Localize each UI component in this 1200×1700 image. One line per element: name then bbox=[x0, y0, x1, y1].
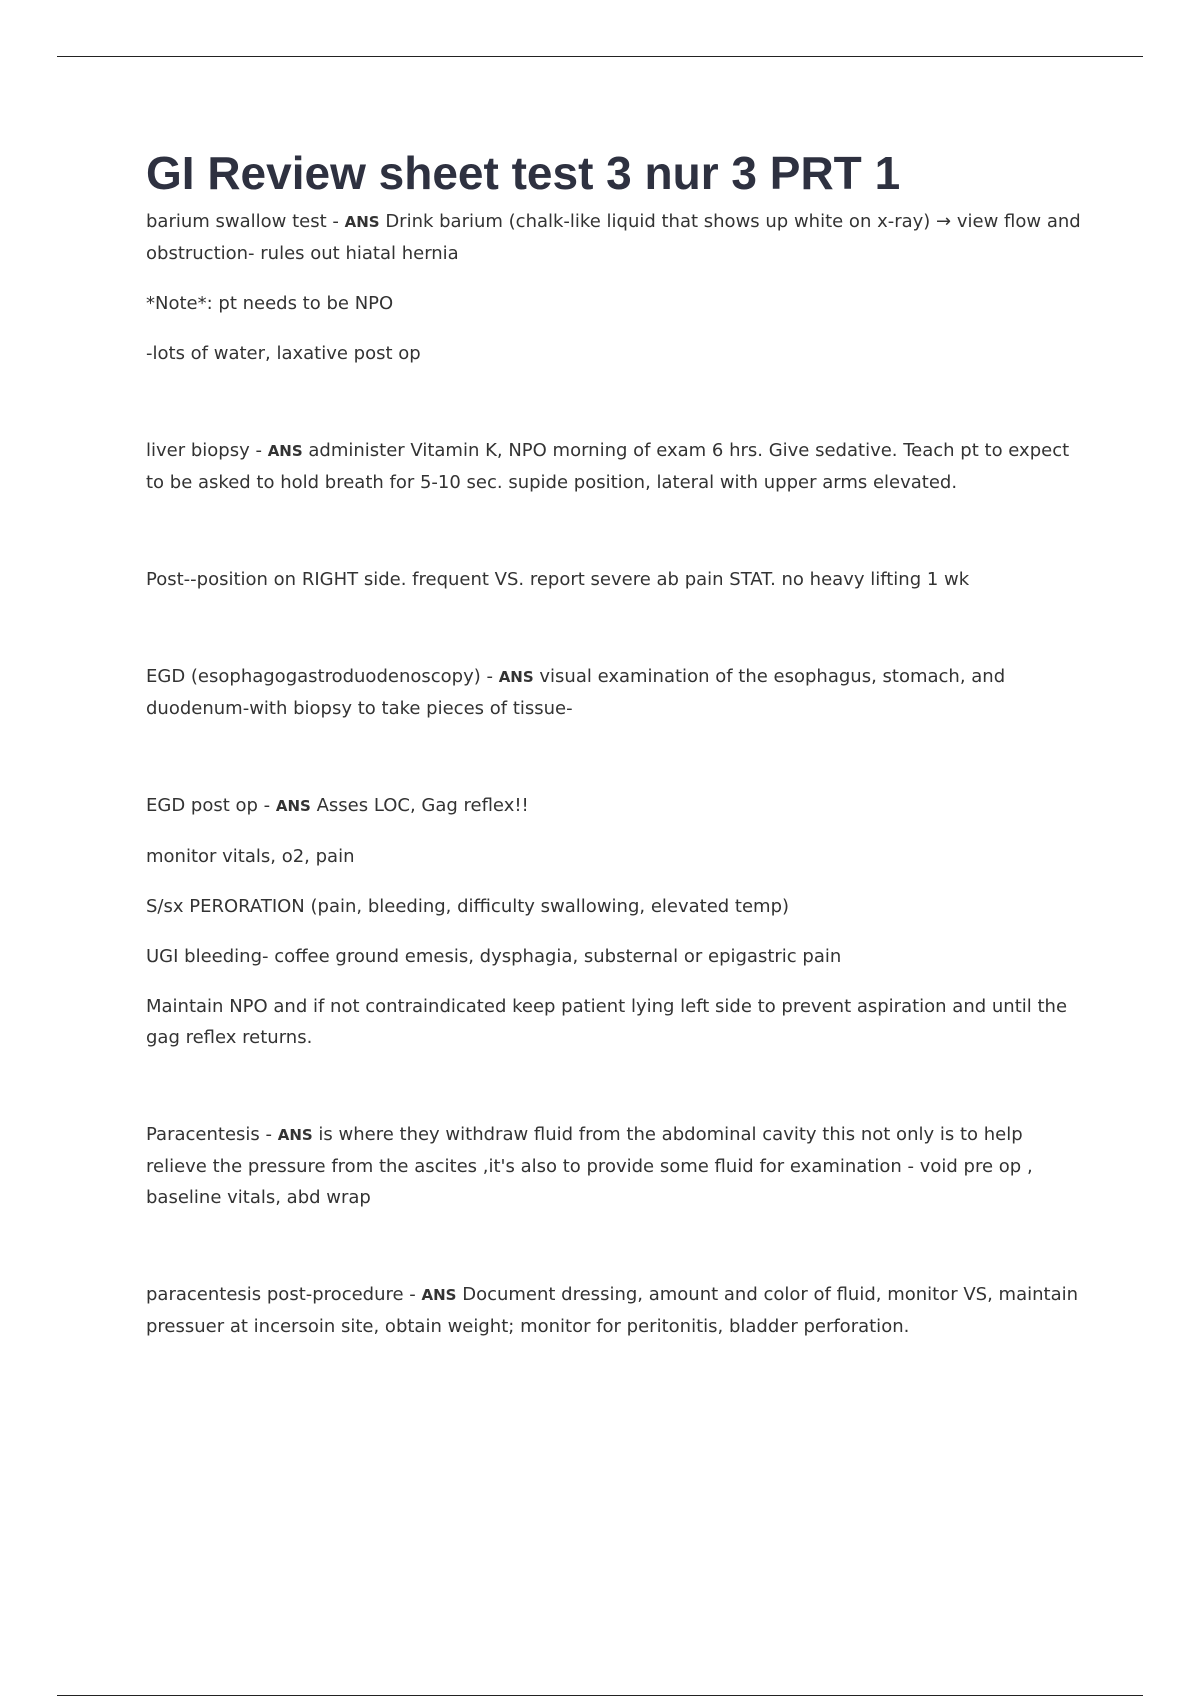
spacer bbox=[146, 1072, 1086, 1119]
ans-marker: ANS bbox=[421, 1286, 457, 1304]
entry-egd bbox=[146, 661, 1086, 724]
liver-biopsy-post: Post--position on RIGHT side. frequent VS. report severe ab pain STAT. no heavy lifting 1 wk bbox=[146, 569, 970, 590]
term: paracentesis post-procedure - bbox=[146, 1284, 422, 1305]
ans-marker: ANS bbox=[344, 213, 380, 231]
page-title: GI Review sheet test 3 nur 3 PRT 1 bbox=[146, 147, 901, 199]
entry-barium-swallow bbox=[146, 206, 1086, 269]
spacer bbox=[146, 614, 1086, 661]
spacer bbox=[146, 743, 1086, 790]
entry-egd-post-op bbox=[146, 790, 1086, 822]
answer: Asses LOC, Gag reflex!! bbox=[310, 795, 529, 816]
ans-marker: ANS bbox=[267, 442, 303, 460]
entry-liver-biopsy bbox=[146, 435, 1086, 498]
egd-post-line-1: monitor vitals, o2, pain bbox=[146, 846, 355, 867]
ans-marker: ANS bbox=[277, 1126, 313, 1144]
entry-paracentesis bbox=[146, 1119, 1086, 1213]
term: barium swallow test - bbox=[146, 211, 345, 232]
egd-post-line-2: S/sx PERORATION (pain, bleeding, difficulty swallowing, elevated temp) bbox=[146, 896, 790, 917]
entry-paracentesis-post bbox=[146, 1279, 1086, 1342]
egd-post-line-3: UGI bleeding- coffee ground emesis, dysphagia, substernal or epigastric pain bbox=[146, 946, 842, 967]
egd-post-line-4: Maintain NPO and if not contraindicated keep patient lying left side to prevent aspiration and until the gag reflex returns. bbox=[146, 996, 1068, 1048]
term: EGD post op - bbox=[146, 795, 276, 816]
term: Paracentesis - bbox=[146, 1124, 278, 1145]
term: EGD (esophagogastroduodenoscopy) - bbox=[146, 666, 499, 687]
ans-marker: ANS bbox=[498, 668, 534, 686]
bottom-rule bbox=[57, 1695, 1143, 1696]
answer: administer Vitamin K, NPO morning of exam 6 hrs. Give sedative. Teach pt to expect to be asked to hold breath for 5-10 sec. supide position, lateral with upper arms elevated. bbox=[146, 440, 1070, 493]
answer: Drink barium (chalk-like liquid that shows up white on x-ray) → view flow and obstruction- rules out hiatal hernia bbox=[146, 211, 1081, 264]
spacer bbox=[146, 388, 1086, 435]
document-body bbox=[146, 146, 1086, 1361]
answer: is where they withdraw fluid from the abdominal cavity this not only is to help relieve the pressure from the ascites ,it's also to provide some fluid for examination - void pre op , baseline vitals, abd wrap bbox=[146, 1124, 1033, 1208]
spacer bbox=[146, 517, 1086, 564]
top-rule bbox=[57, 56, 1143, 57]
note-post-op: -lots of water, laxative post op bbox=[146, 343, 421, 364]
note-npo: *Note*: pt needs to be NPO bbox=[146, 293, 394, 314]
answer: Document dressing, amount and color of fluid, monitor VS, maintain pressuer at incersoin site, obtain weight; monitor for peritonitis, bladder perforation. bbox=[146, 1284, 1079, 1337]
spacer bbox=[146, 1232, 1086, 1279]
term: liver biopsy - bbox=[146, 440, 268, 461]
ans-marker: ANS bbox=[275, 797, 311, 815]
answer: visual examination of the esophagus, stomach, and duodenum-with biopsy to take pieces of tissue- bbox=[146, 666, 1006, 719]
